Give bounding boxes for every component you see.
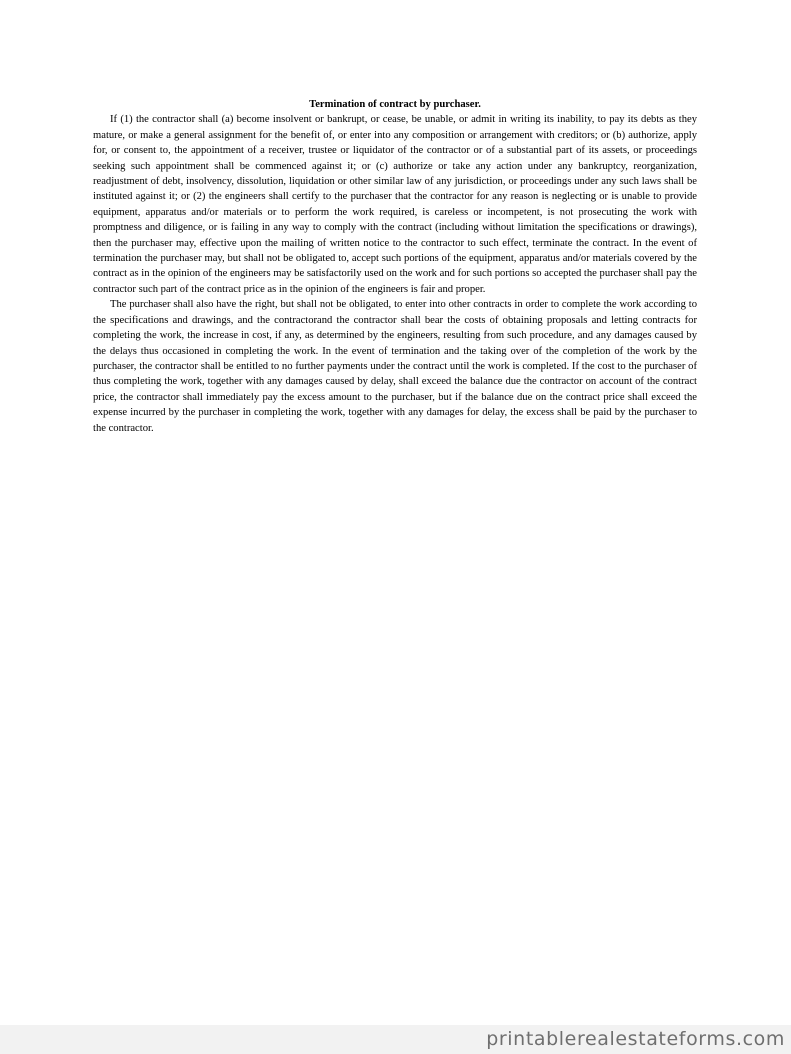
paragraph-termination-conditions: If (1) the contractor shall (a) become insolvent or bankrupt, or cease, be unable, or admit in writing its inability, to pay its debts as they mature, or make a general assignment for the benefit of, or enter into any composition or arrangement with creditors; or (b) authorize, apply for, or consent to, the appointment of a receiver, trustee or liquidator of the contractor or of a substantial part of its assets, or proceedings seeking such appointment shall be commenced against it; or (c) authorize or take any action under any bankruptcy, reorganization, readjustment of debt, insolvency, dissolution, liquidation or other similar law of any jurisdiction, or proceedings under any such laws shall be instituted against it; or (2) the engineers shall certify to the purchaser that the contractor for any reason is neglecting or is unable to provide equipment, apparatus and/or materials or to perform the work required, is careless or incompetent, is not prosecuting the work with promptness and diligence, or is failing in any way to comply with the contract (including without limitation the specifications or drawings), then the purchaser may, effective upon the mailing of written notice to the contractor to such effect, terminate the contract. In the event of termination the purchaser may, but shall not be obligated to, accept such portions of the equipment, apparatus and/or materials covered by the contract as in the opinion of the engineers may be satisfactorily used on the work and for such portions so accepted the purchaser shall pay the contractor such part of the contract price as in the opinion of the engineers is fair and proper.	[93, 114, 697, 295]
paragraph-purchaser-rights: The purchaser shall also have the right, but shall not be obligated, to enter into other contracts in order to complete the work according to the specifications and drawings, and the contractorand the contractor shall bear the costs of obtaining proposals and letting contracts for completing the work, the increase in cost, if any, as determined by the engineers, resulting from such procedure, and any damages caused by the delays thus occasioned in completing the work. In the event of termination and the taking over of the completion of the work by the purchaser, the contractor shall be entitled to no further payments under the contract until the work is completed. If the cost to the purchaser of thus completing the work, together with any damages caused by delay, shall exceed the balance due the contractor on account of the contract price, the contractor shall immediately pay the excess amount to the purchaser, but if the balance due on the contract price shall exceed the expense incurred by the purchaser in completing the work, together with any damages for delay, the excess shall be paid by the purchaser to the contractor.	[93, 299, 697, 434]
document-body	[93, 97, 697, 436]
footer-bar	[0, 1025, 791, 1054]
document-title: Termination of contract by purchaser.	[309, 99, 481, 110]
site-watermark: printablerealestateforms.com	[486, 1028, 785, 1050]
